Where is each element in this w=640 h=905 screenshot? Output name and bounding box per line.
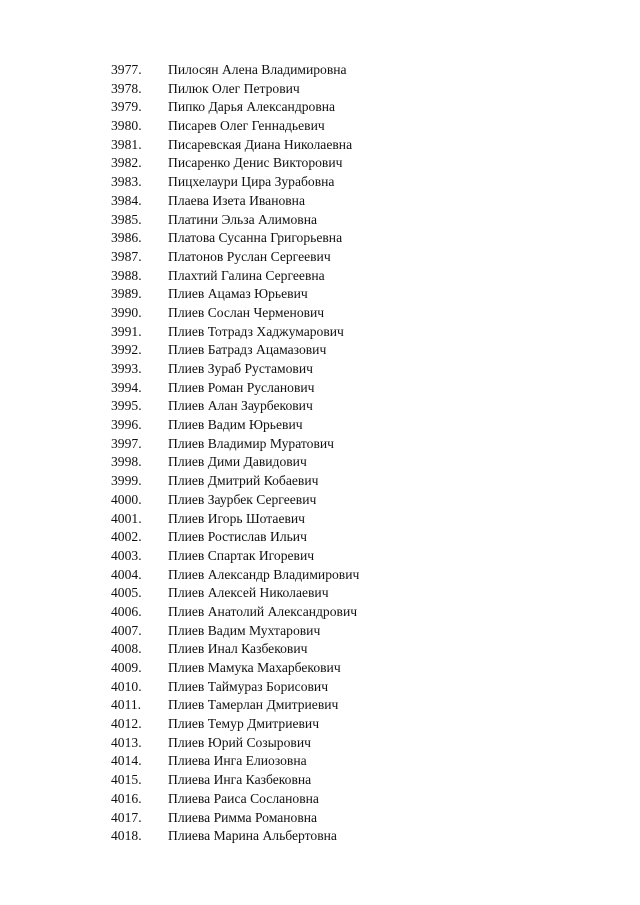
list-item	[111, 117, 359, 136]
list-item	[111, 472, 359, 491]
list-item	[111, 715, 359, 734]
list-item	[111, 622, 359, 641]
list-item	[111, 192, 359, 211]
list-item	[111, 584, 359, 603]
entry-name: Плиев Ацамаз Юрьевич	[168, 286, 308, 302]
entry-number: 4010.	[111, 678, 142, 694]
list-item	[111, 790, 359, 809]
entry-number: 3979.	[111, 99, 142, 115]
entry-number: 4006.	[111, 603, 142, 619]
list-item	[111, 136, 359, 155]
entry-name: Плиев Алексей Николаевич	[168, 585, 329, 601]
list-item	[111, 566, 359, 585]
entry-name: Писаревская Диана Николаевна	[168, 136, 353, 152]
entry-name: Плиев Александр Владимирович	[168, 566, 360, 582]
entry-name: Плиев Сослан Черменович	[168, 304, 325, 320]
entry-name: Плиев Дмитрий Кобаевич	[168, 473, 319, 489]
entry-number: 3990.	[111, 304, 142, 320]
entry-name: Плиев Инал Казбекович	[168, 641, 308, 657]
entry-number: 3983.	[111, 174, 142, 190]
list-item	[111, 603, 359, 622]
list-item	[111, 98, 359, 117]
list-item	[111, 211, 359, 230]
entry-name: Плиев Тотрадз Хаджумарович	[168, 323, 344, 339]
entry-number: 3986.	[111, 230, 142, 246]
entry-number: 4017.	[111, 809, 142, 825]
list-item	[111, 547, 359, 566]
entry-name: Плиев Зураб Рустамович	[168, 361, 313, 376]
list-item	[111, 323, 359, 342]
entry-number: 4011.	[111, 697, 142, 713]
entry-name: Плиева Инга Елиозовна	[168, 753, 307, 769]
list-item	[111, 80, 359, 99]
list-item	[111, 678, 359, 697]
entry-number: 3994.	[111, 379, 142, 395]
entry-name: Плиев Батрадз Ацамазович	[168, 342, 327, 358]
entry-number: 3980.	[111, 118, 142, 134]
list-item	[111, 379, 359, 398]
list-item	[111, 435, 359, 454]
entry-number: 4012.	[111, 716, 142, 732]
entry-name: Плиева Раиса Сослановна	[168, 790, 319, 806]
entry-name: Плиев Спартак Игоревич	[168, 547, 315, 563]
entry-number: 4015.	[111, 772, 142, 788]
list-item	[111, 304, 359, 323]
entry-name: Плиев Роман Русланович	[168, 379, 315, 395]
entry-number: 3995.	[111, 398, 142, 414]
entry-name: Плиев Дими Давидович	[168, 454, 307, 470]
list-item	[111, 229, 359, 248]
entry-number: 4002.	[111, 529, 142, 545]
list-item	[111, 173, 359, 192]
entry-number: 3981.	[111, 136, 142, 152]
entry-name: Плиев Заурбек Сергеевич	[168, 491, 317, 507]
entry-number: 4016.	[111, 790, 142, 806]
list-item	[111, 510, 359, 529]
entry-name: Писарев Олег Геннадьевич	[168, 118, 325, 134]
entry-number: 3985.	[111, 211, 142, 227]
entry-number: 3999.	[111, 473, 142, 489]
entry-name: Платини Эльза Алимовна	[168, 211, 318, 227]
list-item	[111, 341, 359, 360]
entry-name: Плиева Марина Альбертовна	[168, 828, 337, 844]
entry-number: 3996.	[111, 417, 142, 433]
entry-name: Платонов Руслан Сергеевич	[168, 248, 331, 264]
entry-name: Плиев Тамерлан Дмитриевич	[168, 697, 339, 713]
entry-number: 4018.	[111, 828, 142, 844]
entry-name: Плиев Анатолий Александрович	[168, 603, 358, 619]
entry-name: Пилюк Олег Петрович	[168, 80, 300, 96]
entry-number: 4008.	[111, 641, 142, 657]
list-item	[111, 771, 359, 790]
list-item	[111, 827, 359, 846]
entry-name: Пилосян Алена Владимировна	[168, 62, 347, 77]
entry-name: Пипко Дарья Александровна	[168, 99, 336, 115]
entry-name: Плиев Алан Заурбекович	[168, 398, 313, 414]
entry-name: Плиев Темур Дмитриевич	[168, 716, 320, 732]
entry-number: 3989.	[111, 286, 142, 302]
entry-number: 4013.	[111, 734, 142, 750]
entry-number: 3977.	[111, 62, 142, 77]
list-item	[111, 61, 359, 80]
list-item	[111, 416, 359, 435]
entry-name: Плаева Изета Ивановна	[168, 192, 305, 208]
entry-number: 3992.	[111, 342, 142, 358]
entry-number: 4003.	[111, 547, 142, 563]
entry-number: 4004.	[111, 566, 142, 582]
list-item	[111, 491, 359, 510]
entry-name: Плахтий Галина Сергеевна	[168, 267, 325, 283]
list-item	[111, 659, 359, 678]
list-item	[111, 752, 359, 771]
list-item	[111, 809, 359, 828]
list-item	[111, 360, 359, 379]
entry-number: 4007.	[111, 622, 142, 638]
entry-name: Платова Сусанна Григорьевна	[168, 230, 343, 246]
entry-name: Плиев Мамука Махарбекович	[168, 660, 341, 675]
list-item	[111, 453, 359, 472]
list-item	[111, 696, 359, 715]
entry-name: Плиев Юрий Созырович	[168, 734, 311, 750]
entry-name: Пицхелаури Цира Зурабовна	[168, 174, 335, 190]
entry-number: 3978.	[111, 80, 142, 96]
name-list	[111, 61, 359, 846]
entry-number: 3984.	[111, 192, 142, 208]
entry-number: 3982.	[111, 155, 142, 171]
entry-name: Писаренко Денис Викторович	[168, 155, 343, 171]
list-item	[111, 397, 359, 416]
entry-name: Плиев Владимир Муратович	[168, 435, 334, 451]
list-item	[111, 528, 359, 547]
entry-number: 3993.	[111, 361, 142, 376]
entry-number: 3987.	[111, 248, 142, 264]
list-item	[111, 285, 359, 304]
entry-name: Плиев Таймураз Борисович	[168, 678, 329, 694]
list-item	[111, 734, 359, 753]
entry-number: 3998.	[111, 454, 142, 470]
entry-number: 3997.	[111, 435, 142, 451]
entry-number: 3988.	[111, 267, 142, 283]
entry-number: 4009.	[111, 660, 142, 675]
entry-name: Плиев Вадим Мухтарович	[168, 622, 321, 638]
entry-name: Плиев Вадим Юрьевич	[168, 417, 303, 433]
entry-number: 3991.	[111, 323, 142, 339]
list-item	[111, 154, 359, 173]
list-item	[111, 267, 359, 286]
list-item	[111, 640, 359, 659]
entry-name: Плиева Инга Казбековна	[168, 772, 312, 788]
entry-number: 4014.	[111, 753, 142, 769]
entry-name: Плиев Игорь Шотаевич	[168, 510, 306, 526]
entry-number: 4001.	[111, 510, 142, 526]
entry-name: Плиев Ростислав Ильич	[168, 529, 307, 545]
entry-number: 4000.	[111, 491, 142, 507]
list-item	[111, 248, 359, 267]
entry-name: Плиева Римма Романовна	[168, 809, 318, 825]
entry-number: 4005.	[111, 585, 142, 601]
